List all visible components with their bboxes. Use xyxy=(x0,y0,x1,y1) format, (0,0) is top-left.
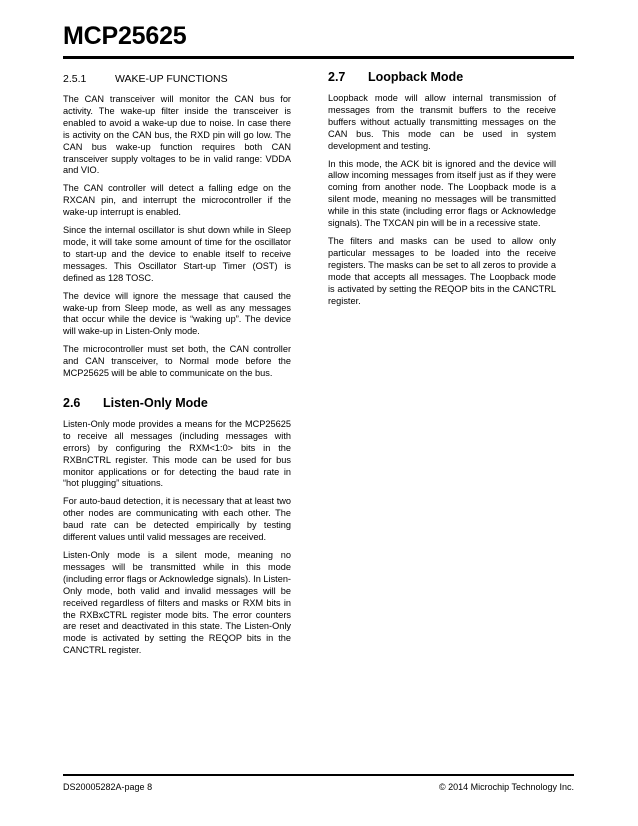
paragraph: For auto-baud detection, it is necessary that at least two other nodes are communicating with each other. The baud rate can be detected empirically by testing different values until valid messages are received. xyxy=(63,496,291,543)
paragraph: In this mode, the ACK bit is ignored and the device will allow incoming messages from itself just as if they were coming from another node. The Loopback mode is a silent mode, meaning no messages will be transmitted while in this state (including error flags or Acknowledge signals). The TXCAN pin will be in a recessive state. xyxy=(328,158,556,229)
right-column xyxy=(328,70,556,313)
footer-copyright: © 2014 Microchip Technology Inc. xyxy=(438,782,574,792)
footer-doc-id: DS20005282A-page 8 xyxy=(63,782,153,792)
page-title: MCP25625 xyxy=(63,22,187,50)
paragraph: The CAN controller will detect a falling edge on the RXCAN pin, and interrupt the microcontroller if the wake-up interrupt is enabled. xyxy=(63,183,291,218)
section-title: Loopback Mode xyxy=(368,70,464,84)
section-heading xyxy=(328,70,556,84)
paragraph: Listen-Only mode is a silent mode, meaning no messages will be transmitted while in this mode (including error flags or Acknowledge signals). In Listen-Only mode, both valid and invalid messages will be received regardless of filters and masks or RXM bits in the RXBxCTRL register mode bits. The error counters are reset and deactivated in this state. The Listen-Only mode is activated by setting the REQOP bits in the CANCTRL register. xyxy=(63,550,291,656)
paragraph: The CAN transceiver will monitor the CAN bus for activity. The wake-up filter inside the transceiver is enabled to avoid a wake-up due to noise. In case there is activity on the CAN bus, the RXD pin will go low. The CAN bus wake-up function requires both CAN transceiver supply voltages to be in valid range: VDDA and VIO. xyxy=(63,94,291,176)
subsection-heading xyxy=(63,73,291,85)
section-number: 2.7 xyxy=(328,70,346,84)
section-title: Listen-Only Mode xyxy=(103,395,208,410)
paragraph: The device will ignore the message that caused the wake-up from Sleep mode, as well as any messages that occur while the device is “waking up”. The device will wake-up in Listen-Only mode. xyxy=(63,290,291,337)
left-column xyxy=(63,70,291,663)
subsection-number: 2.5.1 xyxy=(63,73,87,85)
paragraph: The microcontroller must set both, the CAN controller and CAN transceiver, to Normal mode before the MCP25625 will be able to communicate on the bus. xyxy=(63,344,291,379)
header-rule xyxy=(63,56,574,59)
paragraph: The filters and masks can be used to allow only particular messages to be loaded into the receive registers. The masks can be set to all zeros to provide a mode that accepts all messages. The Loopback mode is activated by setting the REQOP bits in the CANCTRL register. xyxy=(328,235,556,306)
subsection-title: WAKE-UP FUNCTIONS xyxy=(115,73,228,85)
footer-rule xyxy=(63,774,574,776)
section-heading xyxy=(63,396,291,410)
paragraph: Loopback mode will allow internal transmission of messages from the transmit buffers to the receive buffers without actually transmitting messages on the CAN bus. This mode can be used in system development and testing. xyxy=(328,93,556,151)
paragraph: Listen-Only mode provides a means for the MCP25625 to receive all messages (including messages with errors) by configuring the RXM<1:0> bits in the RXBnCTRL register. This mode can be used for bus monitor applications or for detecting the baud rate in “hot plugging” situations. xyxy=(63,418,291,489)
paragraph: Since the internal oscillator is shut down while in Sleep mode, it will take some amount of time for the oscillator to start-up and the device to enable itself to receive messages. This Oscillator Start-up Timer (OST) is defined as 128 TOSC. xyxy=(63,225,291,283)
section-number: 2.6 xyxy=(63,395,81,410)
